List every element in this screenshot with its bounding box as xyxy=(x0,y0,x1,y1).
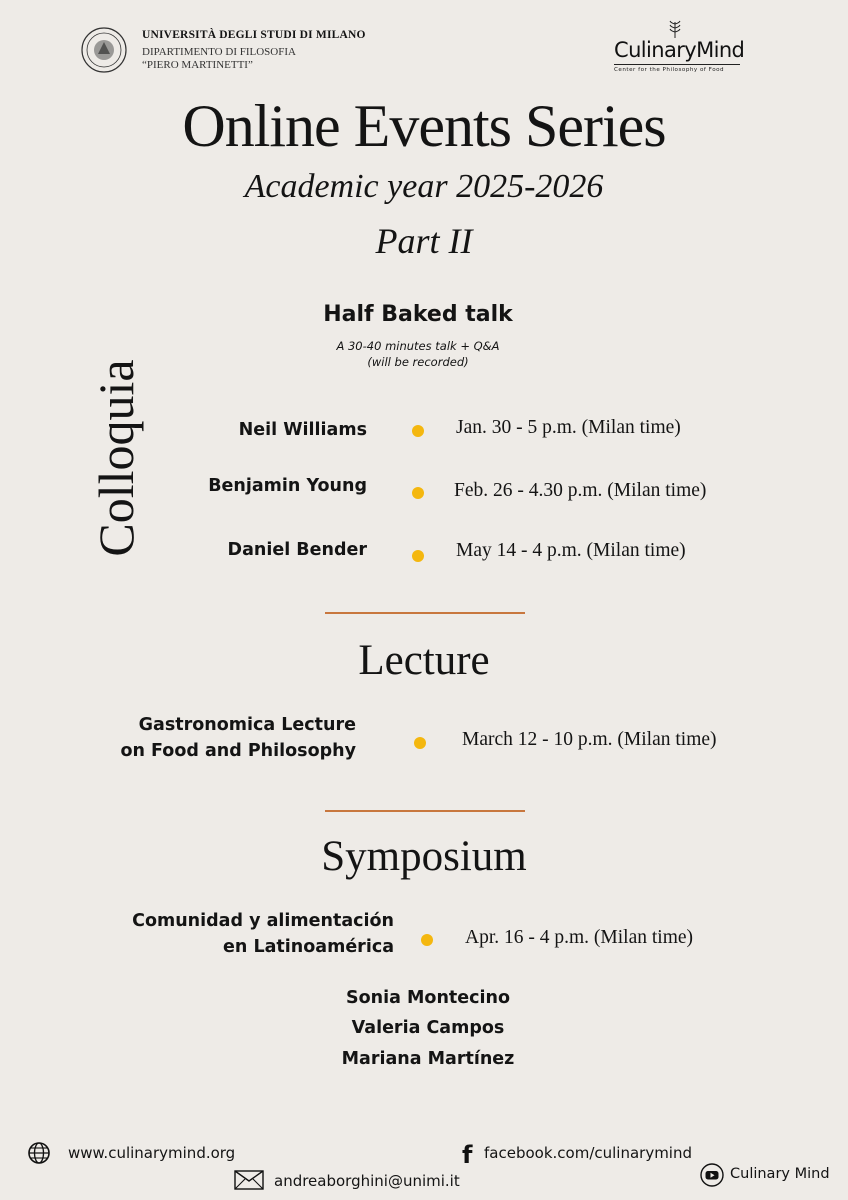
symposium-speaker: Valeria Campos xyxy=(351,1018,505,1038)
culinarymind-logo-title: CulinaryMind xyxy=(614,38,745,62)
symposium-heading: Symposium xyxy=(321,833,527,880)
email-icon xyxy=(234,1170,264,1190)
symposium-title xyxy=(94,908,394,960)
facebook-icon: f xyxy=(462,1141,473,1169)
bullet-dot xyxy=(421,934,433,946)
youtube-icon xyxy=(700,1163,724,1187)
globe-icon xyxy=(27,1141,51,1165)
department-name xyxy=(142,46,296,72)
colloquia-date: Jan. 30 - 5 p.m. (Milan time) xyxy=(456,417,681,438)
half-baked-note-line-1: A 30-40 minutes talk + Q&A xyxy=(336,339,500,353)
half-baked-heading: Half Baked talk xyxy=(323,302,513,327)
culinarymind-logo-subtitle: Center for the Philosophy of Food xyxy=(614,67,725,73)
colloquia-speaker: Daniel Bender xyxy=(227,540,367,560)
website-link[interactable]: www.culinarymind.org xyxy=(68,1144,236,1162)
academic-year-subtitle: Academic year 2025-2026 xyxy=(244,168,604,205)
symposium-speaker: Mariana Martínez xyxy=(341,1049,515,1069)
symposium-title-line-1: Comunidad y alimentación xyxy=(132,911,394,931)
university-seal-icon xyxy=(81,27,127,73)
section-divider xyxy=(325,810,525,812)
lecture-title-line-2: on Food and Philosophy xyxy=(120,741,356,761)
colloquia-date: May 14 - 4 p.m. (Milan time) xyxy=(456,540,686,561)
lecture-title-line-1: Gastronomica Lecture xyxy=(138,715,356,735)
bullet-dot xyxy=(412,487,424,499)
bullet-dot xyxy=(414,737,426,749)
facebook-link[interactable]: facebook.com/culinarymind xyxy=(484,1144,693,1162)
university-name: UNIVERSITÀ DEGLI STUDI DI MILANO xyxy=(142,29,366,41)
lecture-date: March 12 - 10 p.m. (Milan time) xyxy=(462,729,717,750)
logo-divider xyxy=(614,64,740,65)
colloquia-vertical-label: Colloquia xyxy=(88,359,144,557)
colloquia-speaker: Neil Williams xyxy=(238,420,367,440)
email-link[interactable]: andreaborghini@unimi.it xyxy=(274,1172,460,1190)
symposium-speaker: Sonia Montecino xyxy=(346,988,510,1008)
colloquia-speaker: Benjamin Young xyxy=(208,476,367,496)
lecture-title xyxy=(56,712,356,764)
half-baked-note xyxy=(0,338,836,370)
section-divider xyxy=(325,612,525,614)
part-label: Part II xyxy=(375,221,473,261)
half-baked-note-line-2: (will be recorded) xyxy=(367,355,469,369)
symposium-date: Apr. 16 - 4 p.m. (Milan time) xyxy=(465,927,694,948)
symposium-title-line-2: en Latinoamérica xyxy=(223,937,394,957)
department-line-2: “PIERO MARTINETTI” xyxy=(142,59,253,71)
colloquia-date: Feb. 26 - 4.30 p.m. (Milan time) xyxy=(454,480,707,501)
bullet-dot xyxy=(412,425,424,437)
department-line-1: DIPARTIMENTO DI FILOSOFIA xyxy=(142,46,296,58)
page-title: Online Events Series xyxy=(182,93,666,159)
wheat-icon xyxy=(667,20,683,38)
bullet-dot xyxy=(412,550,424,562)
youtube-channel-link[interactable]: Culinary Mind xyxy=(730,1166,830,1182)
lecture-heading: Lecture xyxy=(358,637,490,684)
